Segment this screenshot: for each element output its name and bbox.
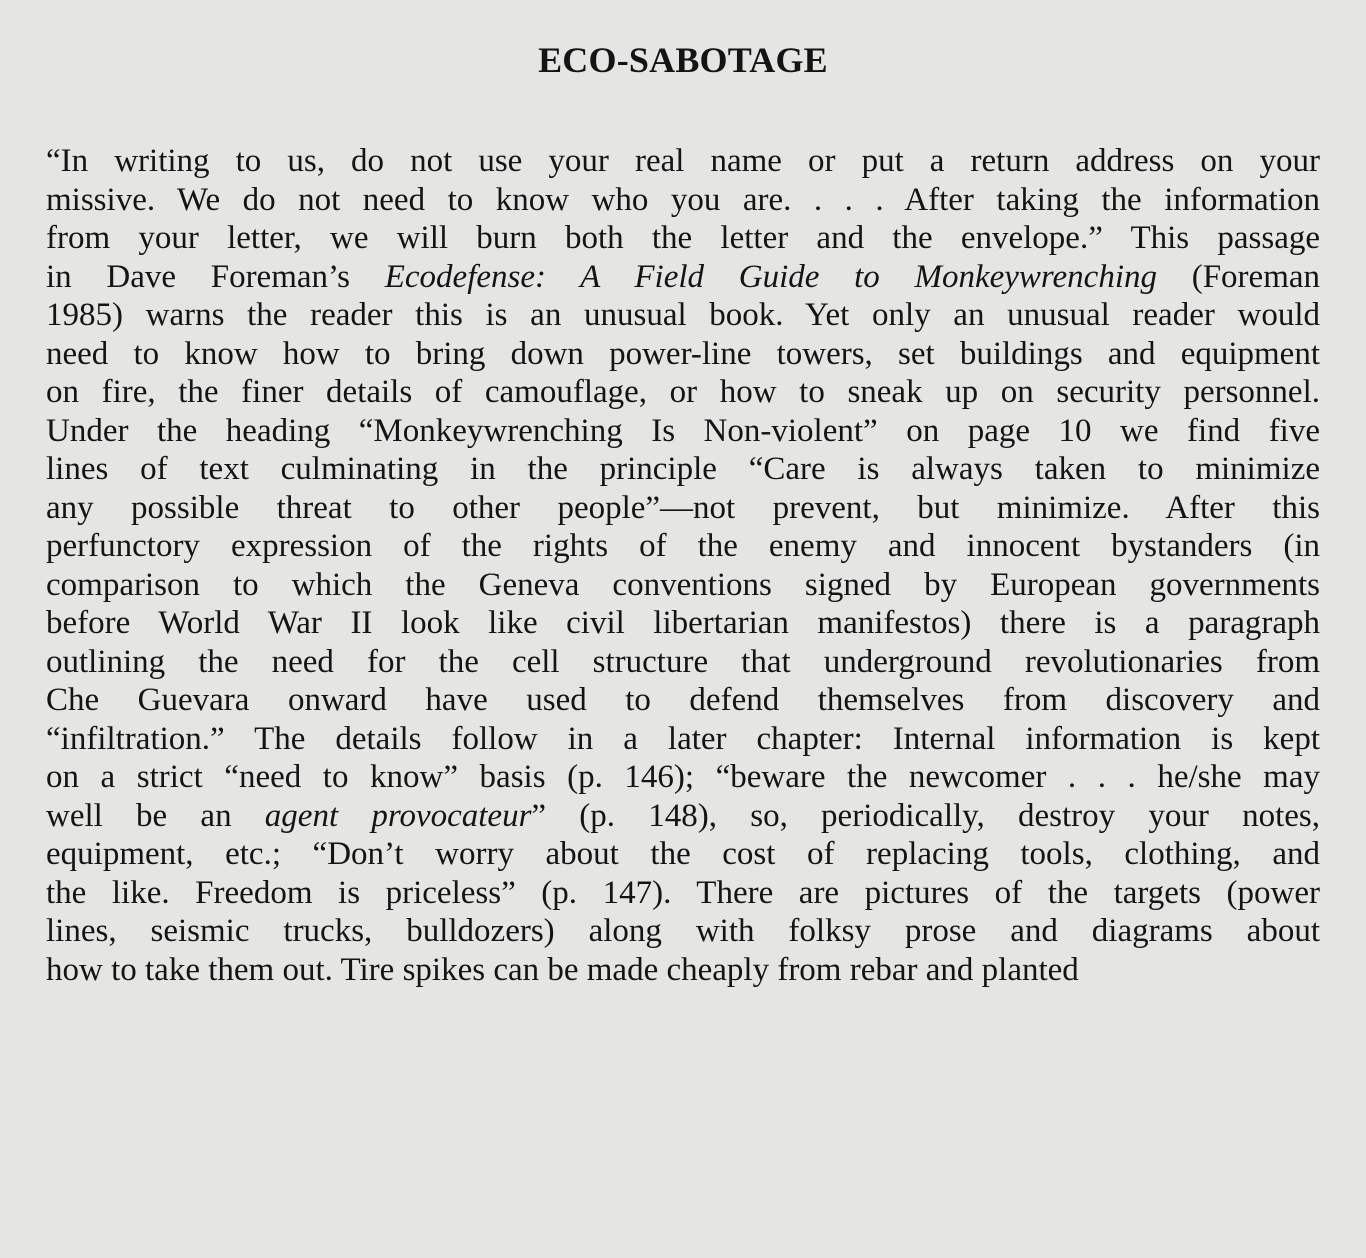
- text-run: lines, seismic trucks, bulldozers) along with folksy prose and diagrams about: [46, 913, 1320, 949]
- text-line: [46, 643, 1320, 682]
- text-line: [46, 874, 1320, 913]
- text-run: Che Guevara onward have used to defend themselves from discovery and: [46, 682, 1320, 718]
- text-line: [46, 489, 1320, 528]
- text-run: how to take them out. Tire spikes can be made cheaply from rebar and planted: [46, 951, 1079, 988]
- text-line: [46, 412, 1320, 451]
- text-run: the like. Freedom is priceless” (p. 147). There are pictures of the targets (power: [46, 874, 1320, 911]
- text-run: need to know how to bring down power-line towers, set buildings and equipment: [46, 335, 1320, 372]
- text-line: [46, 951, 1320, 990]
- text-line: [46, 296, 1320, 335]
- text-run: Under the heading “Monkeywrenching Is Non-violent” on page 10 we find five: [46, 412, 1320, 449]
- text-run: before World War II look like civil libertarian manifestos) there is a paragraph: [46, 605, 1320, 641]
- text-line: [46, 604, 1320, 643]
- italic-title-text: agent provocateur: [264, 797, 532, 834]
- italic-title-text: Ecodefense: A Field Guide to Monkeywrenching: [384, 258, 1157, 295]
- text-line: [46, 912, 1320, 951]
- text-line: [46, 450, 1320, 489]
- body-text: [46, 142, 1320, 989]
- text-line: [46, 142, 1320, 181]
- text-line: [46, 527, 1320, 566]
- text-run: in Dave Foreman’s: [46, 258, 385, 295]
- text-run: (Foreman: [1157, 258, 1321, 295]
- text-run: outlining the need for the cell structure that underground revolutionaries from: [46, 643, 1320, 680]
- text-run: from your letter, we will burn both the letter and the envelope.” This passage: [46, 220, 1320, 256]
- text-run: lines of text culminating in the principle “Care is always taken to minimize: [46, 451, 1320, 487]
- text-run: any possible threat to other people”—not prevent, but minimize. After this: [46, 489, 1320, 526]
- text-run: 1985) warns the reader this is an unusual book. Yet only an unusual reader would: [46, 297, 1320, 333]
- text-run: equipment, etc.; “Don’t worry about the cost of replacing tools, clothing, and: [46, 836, 1320, 872]
- text-run: ” (p. 148), so, periodically, destroy your notes,: [531, 797, 1320, 834]
- text-line: [46, 335, 1320, 374]
- text-run: on a strict “need to know” basis (p. 146); “beware the newcomer . . . he/she may: [46, 759, 1320, 795]
- text-run: on fire, the finer details of camouflage, or how to sneak up on security personnel.: [46, 374, 1320, 410]
- text-run: comparison to which the Geneva conventions signed by European governments: [46, 566, 1320, 603]
- text-run: “infiltration.” The details follow in a later chapter: Internal information is kept: [46, 720, 1320, 757]
- text-line: [46, 720, 1320, 759]
- text-line: [46, 566, 1320, 605]
- text-line: [46, 219, 1320, 258]
- text-line: [46, 258, 1320, 297]
- text-line: [46, 797, 1320, 836]
- text-run: perfunctory expression of the rights of the enemy and innocent bystanders (in: [46, 528, 1320, 564]
- text-line: [46, 758, 1320, 797]
- text-run: missive. We do not need to know who you are. . . . After taking the information: [46, 181, 1320, 218]
- text-line: [46, 373, 1320, 412]
- text-run: “In writing to us, do not use your real name or put a return address on your: [46, 143, 1320, 179]
- text-line: [46, 835, 1320, 874]
- text-run: well be an: [46, 797, 265, 834]
- section-heading: ECO-SABOTAGE: [538, 40, 828, 80]
- text-line: [46, 681, 1320, 720]
- text-line: [46, 181, 1320, 220]
